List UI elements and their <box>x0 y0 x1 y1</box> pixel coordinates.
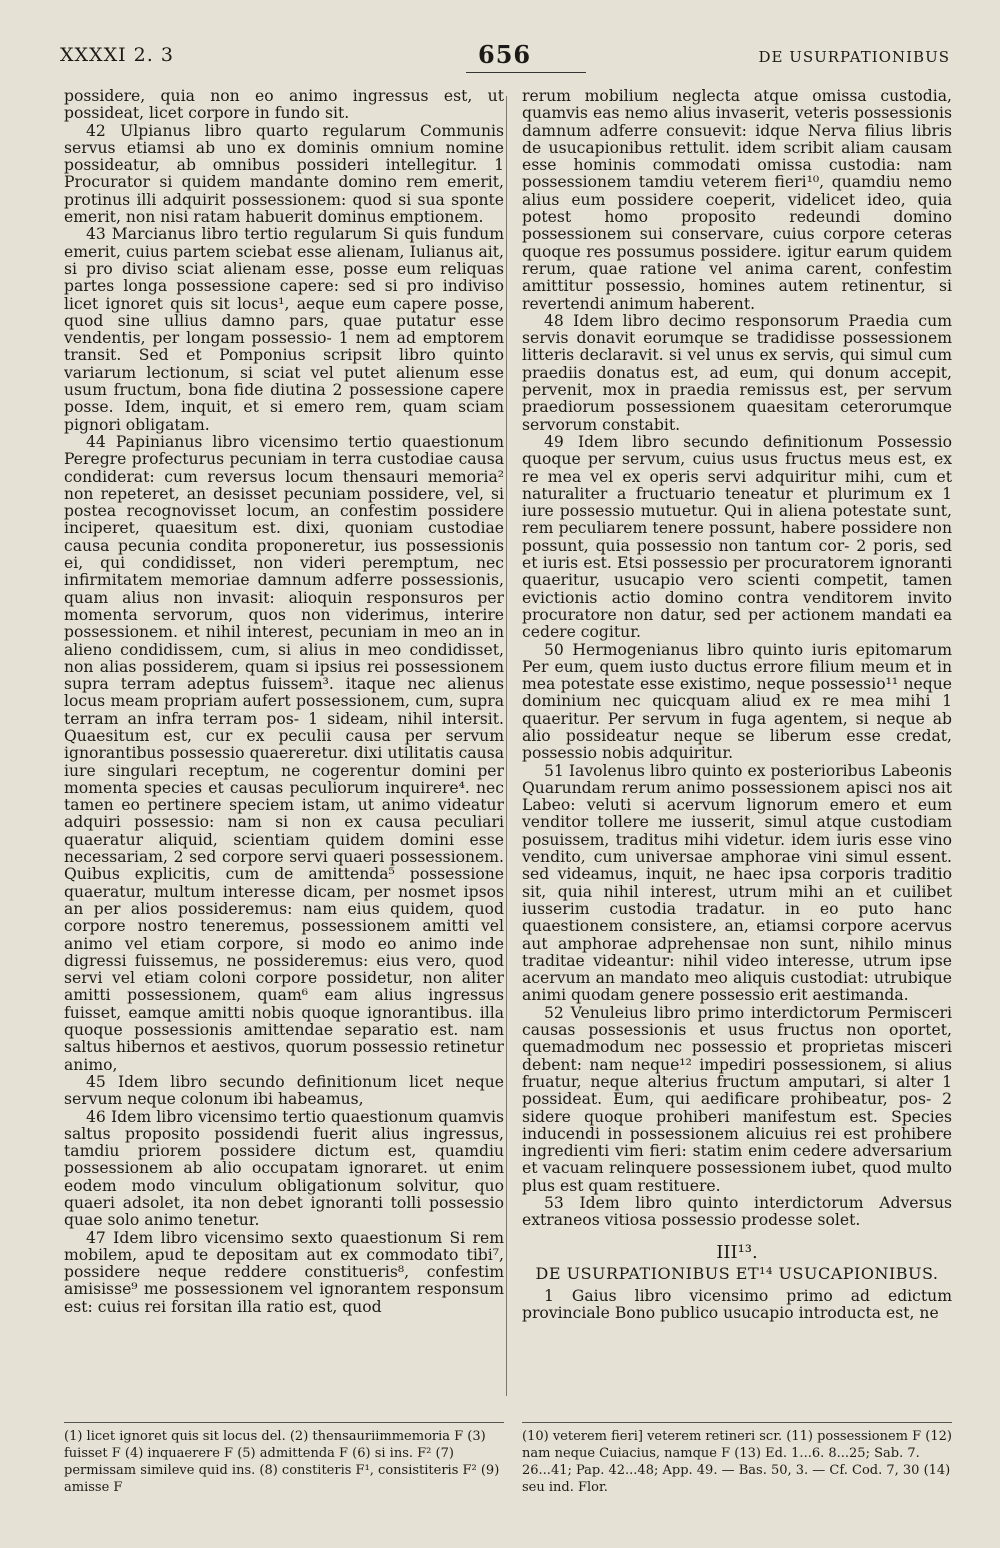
section-48: 48 Idem libro decimo responsorum Praedia cum servis donavit eorumque se tradidisse possessionem litteris declaravit. si vel unus ex servis, qui simul cum praediis donatus est, ad eum, qui donum accepit, pervenit, mox in praedia remissus est, per servum praediorum possessionem quaesitam ceterorumque servorum constabit. <box>522 311 952 434</box>
section-53: 53 Idem libro quinto interdictorum Adversus extraneos vitiosa possessio prodesse solet. <box>522 1194 952 1230</box>
footnotes-left: (1) licet ignoret quis sit locus del. (2) thensauriimmemoria F (3) fuisset F (4) inquaerere F (5) admittenda F (6) si ins. F² (7) permissam simileve quid ins. (8) constiteris F¹, consistiteris F² (9) amisse F <box>64 1429 500 1495</box>
section-47: 47 Idem libro vicensimo sexto quaestionum Si rem mobilem, apud te depositam aut ex commodato tibi⁷, possidere neque reddere constitueris⁸, confestim amisisse⁹ me possessionem vel ignorantem responsum est: cuius rei forsitan illa ratio est, quod <box>64 1228 504 1316</box>
column-divider <box>506 96 507 1396</box>
running-head-left: XXXXI 2. 3 <box>60 44 174 66</box>
section-title: DE USURPATIONIBUS ET¹⁴ USUCAPIONIBUS. <box>535 1263 939 1283</box>
section-number: III¹³. <box>716 1241 758 1263</box>
section-43: 43 Marcianus libro tertio regularum Si quis fundum emerit, cuius partem sciebat esse alienam, Iulianus ait, si pro diviso sciat alienam esse, posse eum reliquas partes longa possessione capere: sed si pro indiviso licet ignoret quis sit locus¹, aeque eum capere posse, quod sine ullius damno pars, quae putatur esse vendentis, per longam possessio- 1 nem ad emptorem transit. Sed et Pomponius scripsit libro quinto variarum lectionum, si sciat vel putet alienum esse usum fructum, bona fide diutina 2 possessione capere posse. Idem, inquit, et si emero rem, quam sciam pignori obligatam. <box>64 225 504 434</box>
section-51: 51 Iavolenus libro quinto ex posterioribus Labeonis Quarundam rerum animo possessionem apisci nos ait Labeo: veluti si acervum lignorum emero et eum venditor tollere me iusserit, simul atque custodiam posuissem, traditus mihi videtur. idem iuris esse vino vendito, cum universae amphorae vini simul essent. sed videamus, inquit, ne haec ipsa corporis traditio sit, quia nihil interest, utrum mihi an et cuilibet iusserim custodia tradatur. in eo puto hanc quaestionem consistere, an, etiamsi corpore acervus aut amphorae adprehensae non sunt, nihilo minus traditae videantur: nihil video interesse, utrum ipse acervum an mandato meo aliquis custodiat: utrubique animi quodam genere possessio erit aestimanda. <box>522 761 952 1005</box>
section-gaius-1: 1 Gaius libro vicensimo primo ad edictum provinciale Bono publico usucapio introducta est, ne <box>522 1287 952 1323</box>
section-46: 46 Idem libro vicensimo tertio quaestionum quamvis saltus proposito possidendi fuerit alius ingressus, tamdiu priorem possidere dictum est, quamdiu possessionem ab alio occupatam ignoraret. ut enim eodem modo vinculum obligationum solvitur, quo quaeri adsolet, ita non debet ignoranti tolli possessio quae solo animo tenetur. <box>64 1107 504 1230</box>
header-rule <box>466 72 586 73</box>
section-50: 50 Hermogenianus libro quinto iuris epitomarum Per eum, quem iusto ductus errore filium meum et in mea potestate esse existimo, neque possessio¹¹ neque dominium nec quicquam aliud ex re mea mihi 1 quaeritur. Per servum in fuga agentem, si neque ab alio possideatur neque se liberum esse credat, possessio nobis adquiritur. <box>522 640 952 763</box>
footnote-rule-left <box>64 1422 504 1423</box>
right-column <box>522 88 952 1323</box>
section-52: 52 Venuleius libro primo interdictorum Permisceri causas possessionis et usus fructus non oportet, quemadmodum nec possessio et proprietas misceri debent: nam neque¹² impediri possessionem, si alius fruatur, neque alterius fructum amputari, si alter 1 possideat. Eum, qui aedificare prohibeatur, pos- 2 sidere quoque prohiberi manifestum est. Species inducendi in possessionem alicuius rei est prohibere ingredienti vim fieri: statim enim cedere adversarium et vacuam relinquere possessionem iubet, quod multo plus est quam restituere. <box>522 1003 952 1195</box>
paragraph: rerum mobilium neglecta atque omissa custodia, quamvis eas nemo alius invaserit, veteris possessionis damnum adferre consuevit: idque Nerva filius libris de usucapionibus rettulit. idem scribit aliam causam esse hominis commodati omissa custodia: nam possessionem tamdiu veterem fieri¹⁰, quamdiu nemo alius eum possidere coeperit, videlicet ideo, quia potest homo proposito redeundi domino possessionem sui conservare, cuius corpore ceteras quoque res possumus possidere. igitur earum quidem rerum, quae ratione vel anima carent, confestim amittitur possessio, homines autem retinentur, si revertendi animum haberent. <box>522 87 952 313</box>
footnote-rule-right <box>522 1422 952 1423</box>
running-head-right: DE USURPATIONIBUS <box>758 48 950 66</box>
section-42: 42 Ulpianus libro quarto regularum Communis servus etiamsi ab uno ex dominis omnium nomine possideatur, ab omnibus possideri intellegitur. 1 Procurator si quidem mandante domino rem emerit, protinus illi adquirit possessionem: quod si sua sponte emerit, non nisi ratam habuerit dominus emptionem. <box>64 121 504 227</box>
section-44: 44 Papinianus libro vicensimo tertio quaestionum Peregre profecturus pecuniam in terra custodiae causa condiderat: cum reversus locum thensauri memoria² non repeteret, an desisset pecuniam possidere, vel, si postea recognovisset locum, an confestim possidere inciperet, quaesitum est. dixi, quoniam custodiae causa pecunia condita proponeretur, ius possessionis ei, qui condidisset, non videri peremptum, nec infirmitatem memoriae damnum adferre possessionis, quam alius non invasit: alioquin responsuros per momenta servorum, quos non viderimus, interire possessionem. et nihil interest, pecuniam in meo an in alieno condidissem, cum, si alius in meo condidisset, non alias possiderem, quam si ipsius rei possessionem supra terram adeptus fuissem³. itaque nec alienus locus meam propriam aufert possessionem, cum, supra terram an infra terram pos- 1 sideam, nihil intersit. Quaesitum est, cur ex peculii causa per servum ignorantibus possessio quaereretur. dixi utilitatis causa iure singulari receptum, ne cogerentur domini per momenta species et causas peculiorum inquirere⁴. nec tamen eo pertinere speciem istam, ut animo videatur adquiri possessio: nam si non ex causa peculiari quaeratur aliquid, scientiam quidem domini esse necessariam, 2 sed corpore servi quaeri possessionem. Quibus explicitis, cum de amittenda⁵ possessione quaeratur, multum interesse dicam, per nosmet ipsos an per alios possideremus: nam eius quidem, quod corpore nostro teneremus, possessionem amitti vel animo vel etiam corpore, si modo eo animo inde digressi fuissemus, ne possideremus: eius vero, quod servi vel etiam coloni corpore possidetur, non aliter amitti possessionem, quam⁶ eam alius ingressus fuisset, eamque amitti nobis quoque ignorantibus. illa quoque possessionis amittendae separatio est. nam saltus hibernos et aestivos, quorum possessio retinetur animo, <box>64 432 504 1074</box>
left-column <box>64 88 504 1316</box>
page-number: 656 <box>478 40 532 69</box>
footnotes-right: (10) veterem fieri] veterem retineri scr. (11) possessionem F (12) nam neque Cuiacius, namque F (13) Ed. 1...6. 8...25; Sab. 7. 26...41; Pap. 42...48; App. 49. — Bas. 50, 3. — Cf. Cod. 7, 30 (14) seu ind. Flor. <box>522 1429 952 1495</box>
section-45: 45 Idem libro secundo definitionum licet neque servum neque colonum ibi habeamus, <box>64 1072 504 1109</box>
paragraph: possidere, quia non eo animo ingressus est, ut possideat, licet corpore in fundo sit. <box>64 87 504 123</box>
section-49: 49 Idem libro secundo definitionum Possessio quoque per servum, cuius usus fructus meus est, ex re mea vel ex operis servi adquiritur mihi, cum et naturaliter a fructuario teneatur et plurimum ex 1 iure possessio mutuetur. Qui in aliena potestate sunt, rem peculiarem tenere possunt, habere possidere non possunt, quia possessio non tantum cor- 2 poris, sed et iuris est. Etsi possessio per procuratorem ignoranti quaeritur, usucapio vero scienti competit, tamen evictionis actio domino contra venditorem invito procuratore non datur, sed per actionem mandati ea cedere cogitur. <box>522 432 952 642</box>
